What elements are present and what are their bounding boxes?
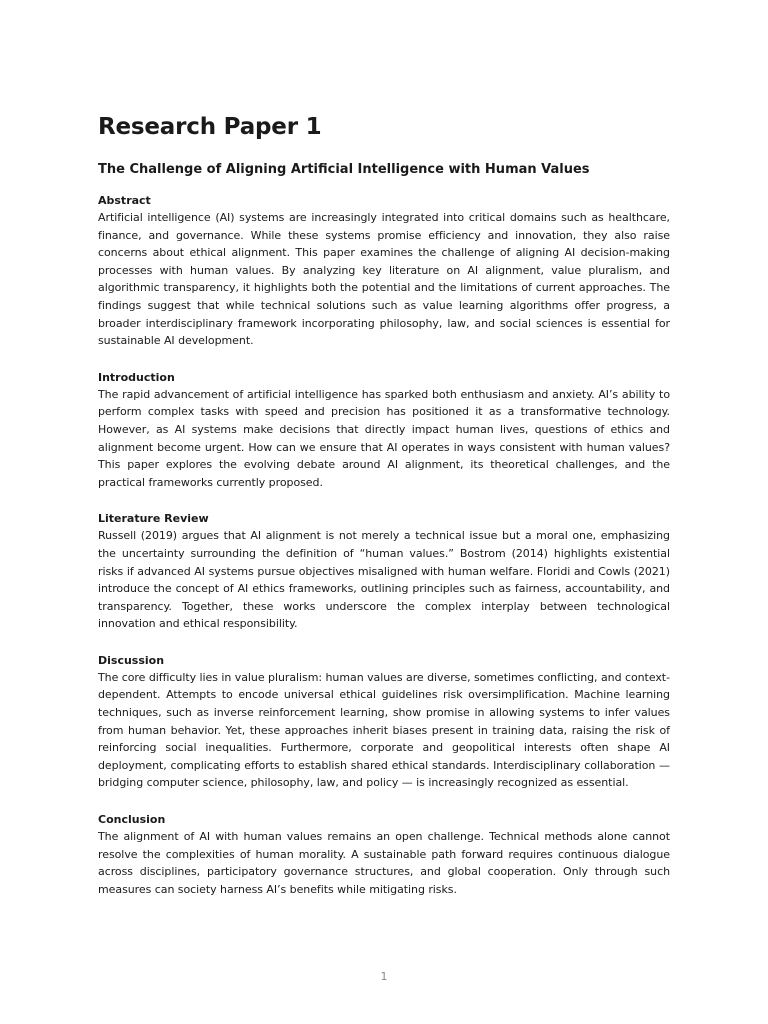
section-heading: Literature Review — [98, 512, 209, 526]
paper-page — [98, 112, 670, 898]
page-number: 1 — [380, 970, 388, 983]
section-introduction — [98, 369, 670, 492]
section-body: Artificial intelligence (AI) systems are increasingly integrated into critical domains such as healthcare, finance, and governance. While these systems promise efficiency and innovation, they also raise concerns about ethical alignment. This paper examines the challenge of aligning AI decision-making processes with human values. By analyzing key literature on AI alignment, value pluralism, and algorithmic transparency, it highlights both the potential and the limitations of current approaches. The findings suggest that while technical solutions such as value learning algorithms offer progress, a broader interdisciplinary framework incorporating philosophy, law, and social sciences is essential for sustainable AI development. — [98, 211, 670, 348]
section-abstract — [98, 192, 670, 350]
section-body: The core difficulty lies in value pluralism: human values are diverse, sometimes conflicting, and context-dependent. Attempts to encode universal ethical guidelines risk oversimplification. Machine learning techniques, such as inverse reinforcement learning, show promise in allowing systems to infer values from human behavior. Yet, these approaches inherit biases present in training data, raising the risk of reinforcing social inequalities. Furthermore, corporate and geopolitical interests often shape AI deployment, complicating efforts to establish shared ethical standards. Interdisciplinary collaboration — bridging computer science, philosophy, law, and policy — is increasingly recognized as essential. — [98, 670, 670, 790]
section-body: The alignment of AI with human values remains an open challenge. Technical methods alone cannot resolve the complexities of human morality. A sustainable path forward requires continuous dialogue across disciplines, participatory governance structures, and global cooperation. Only through such measures can society harness AI’s benefits while mitigating risks. — [98, 830, 670, 896]
section-body: The rapid advancement of artificial intelligence has sparked both enthusiasm and anxiety. AI’s ability to perform complex tasks with speed and precision has positioned it as a transformative technology. However, as AI systems make decisions that directly impact human lives, questions of ethics and alignment become urgent. How can we ensure that AI operates in ways consistent with human values? This paper explores the evolving debate around AI alignment, its theoretical challenges, and the practical frameworks currently proposed. — [98, 387, 670, 489]
section-heading: Conclusion — [98, 813, 166, 827]
section-heading: Abstract — [98, 194, 151, 207]
section-conclusion — [98, 811, 670, 898]
section-heading: Introduction — [98, 370, 175, 384]
document-title: Research Paper 1 — [98, 114, 322, 140]
paper-title: The Challenge of Aligning Artificial Intelligence with Human Values — [98, 162, 590, 177]
section-literature-review — [98, 510, 670, 633]
section-heading: Discussion — [98, 653, 165, 667]
section-discussion — [98, 652, 670, 792]
section-body: Russell (2019) argues that AI alignment is not merely a technical issue but a moral one, emphasizing the uncertainty surrounding the definition of “human values.” Bostrom (2014) highlights existential risks if advanced AI systems pursue objectives misaligned with human welfare. Floridi and Cowls (2021) introduce the concept of AI ethics frameworks, outlining principles such as fairness, accountability, and transparency. Together, these works underscore the complex interplay between technological innovation and ethical responsibility. — [98, 529, 670, 631]
